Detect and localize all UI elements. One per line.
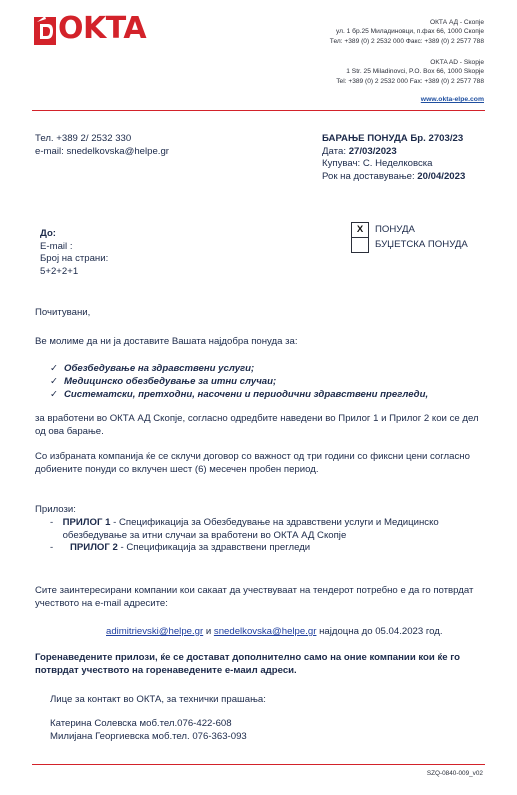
request-title: БАРАЊЕ ПОНУДА Бр. 2703/23 (322, 133, 464, 144)
contact-person: Катерина Солевска моб.тел.076-422-608 (50, 718, 232, 729)
footer-divider (32, 764, 485, 765)
request-buyer: Купувач: С. Неделковска (322, 158, 433, 169)
bold-note: Горенаведените прилози, ќе се доставaт дополнително само на оние компании кои ќе го потврдат учеството на горенаведените е-маил адреси. (35, 652, 461, 676)
website-link[interactable]: www.okta-elpe.com (420, 96, 484, 103)
recipient-block (40, 228, 108, 278)
document-code: SZQ-0840-009_v02 (426, 770, 483, 777)
check-icon: ✓ (50, 389, 59, 400)
list-item: - ПРИЛОГ 2 - Спецификација за здравствени прегледи (50, 542, 311, 553)
list-item: ✓ Систематски, претходни, насочени и периодични здравствени прегледи, (50, 389, 429, 400)
sender-phone: Тел. +389 2/ 2532 330 (35, 133, 132, 144)
address-en (336, 58, 484, 86)
request-header (322, 133, 465, 183)
confirmation-emails: adimitrievski@helpe.gr и snedelkovska@helpe.gr најдоцна до 05.04.2023 год. (106, 626, 443, 637)
budget-offer-checkbox[interactable] (351, 237, 369, 253)
paragraph-contract: Со избраната компанија ќе се склучи договор со важност од три години со фиксни цени согласно добиените понуди со вклучен шест (6) месечен пробен период. (35, 451, 470, 475)
offer-type (351, 222, 468, 253)
attachments-label: Прилози: (35, 504, 76, 515)
list-item: - ПРИЛОГ 1 - Спецификација за Обезбедување на здравствени услуги и Медицинско обезбедување за итни случаи за вработени во ОКТА АД Скопје (50, 517, 439, 541)
offer-type-option (351, 237, 468, 253)
check-icon: ✓ (50, 363, 59, 374)
logo-wordmark: OKTA (58, 11, 147, 46)
paragraph-participation: Сите заинтересирани компании кои сакаат да учествуваат на тендерот потребно е да го потврдат учеството на e-mail адресите: (35, 585, 474, 609)
contact-intro: Лице за контакт во ОКТА, за технички прашања: (50, 694, 266, 705)
pages-value: 5+2+2+1 (40, 265, 79, 277)
address-en-line: OKTA AD - Skopje (430, 59, 484, 66)
budget-offer-label: БУЏЕТСКА ПОНУДА (375, 238, 468, 250)
sender-contact (35, 133, 169, 158)
email-label: E-mail : (40, 240, 73, 252)
offer-label: ПОНУДА (375, 223, 415, 235)
address-mk (330, 18, 484, 46)
request-date: Датa: 27/03/2023 (322, 145, 397, 157)
greeting: Почитувани, (35, 307, 91, 318)
to-label: До: (40, 228, 57, 239)
paragraph-employees: за вработени во ОКТА АД Скопје, согласно одредбите наведени во Прилог 1 и Прилог 2 кои се дел од ова барање. (35, 413, 479, 437)
email-link-adimitrievski[interactable]: adimitrievski@helpe.gr (106, 626, 204, 637)
address-mk-line: Тел: +389 (0) 2 2532 000 Факс: +389 (0) 2 2577 788 (329, 37, 484, 45)
email-link-snedelkovska[interactable]: snedelkovska@helpe.gr (213, 626, 317, 637)
address-mk-line: ул. 1 бр.25 Миладиновци, п.фах 66, 1000 Скопје (336, 28, 484, 36)
attachments-list (50, 517, 480, 555)
pages-label: Број на страни: (40, 253, 109, 264)
check-icon: ✓ (50, 376, 59, 387)
service-list (50, 362, 428, 401)
offer-checkbox[interactable]: X (351, 222, 369, 238)
offer-type-option (351, 222, 468, 238)
intro-text: Ве молиме да ни ја доставите Вашата најдобра понуда за: (35, 336, 298, 347)
list-item: ✓ Обезбедување на здравствени услуги; (50, 363, 255, 374)
address-mk-line: ОКТА АД - Скопје (429, 19, 484, 26)
address-en-line: Tel: +389 (0) 2 2532 000 Fax: +389 (0) 2 2577 788 (336, 77, 484, 85)
request-deadline: Рок на доставување: 20/04/2023 (322, 170, 466, 182)
header-divider (32, 110, 485, 111)
address-en-line: 1 Str. 25 Miladinovci, P.O. Box 66, 1000 Skopje (346, 68, 484, 76)
list-item: ✓ Медицинско обезбедување за итни случаи; (50, 376, 277, 387)
sender-email: e-mail: snedelkovska@helpe.gr (35, 145, 169, 157)
contact-person: Милијана Георгиевска моб.тел. 076-363-093 (50, 731, 247, 742)
